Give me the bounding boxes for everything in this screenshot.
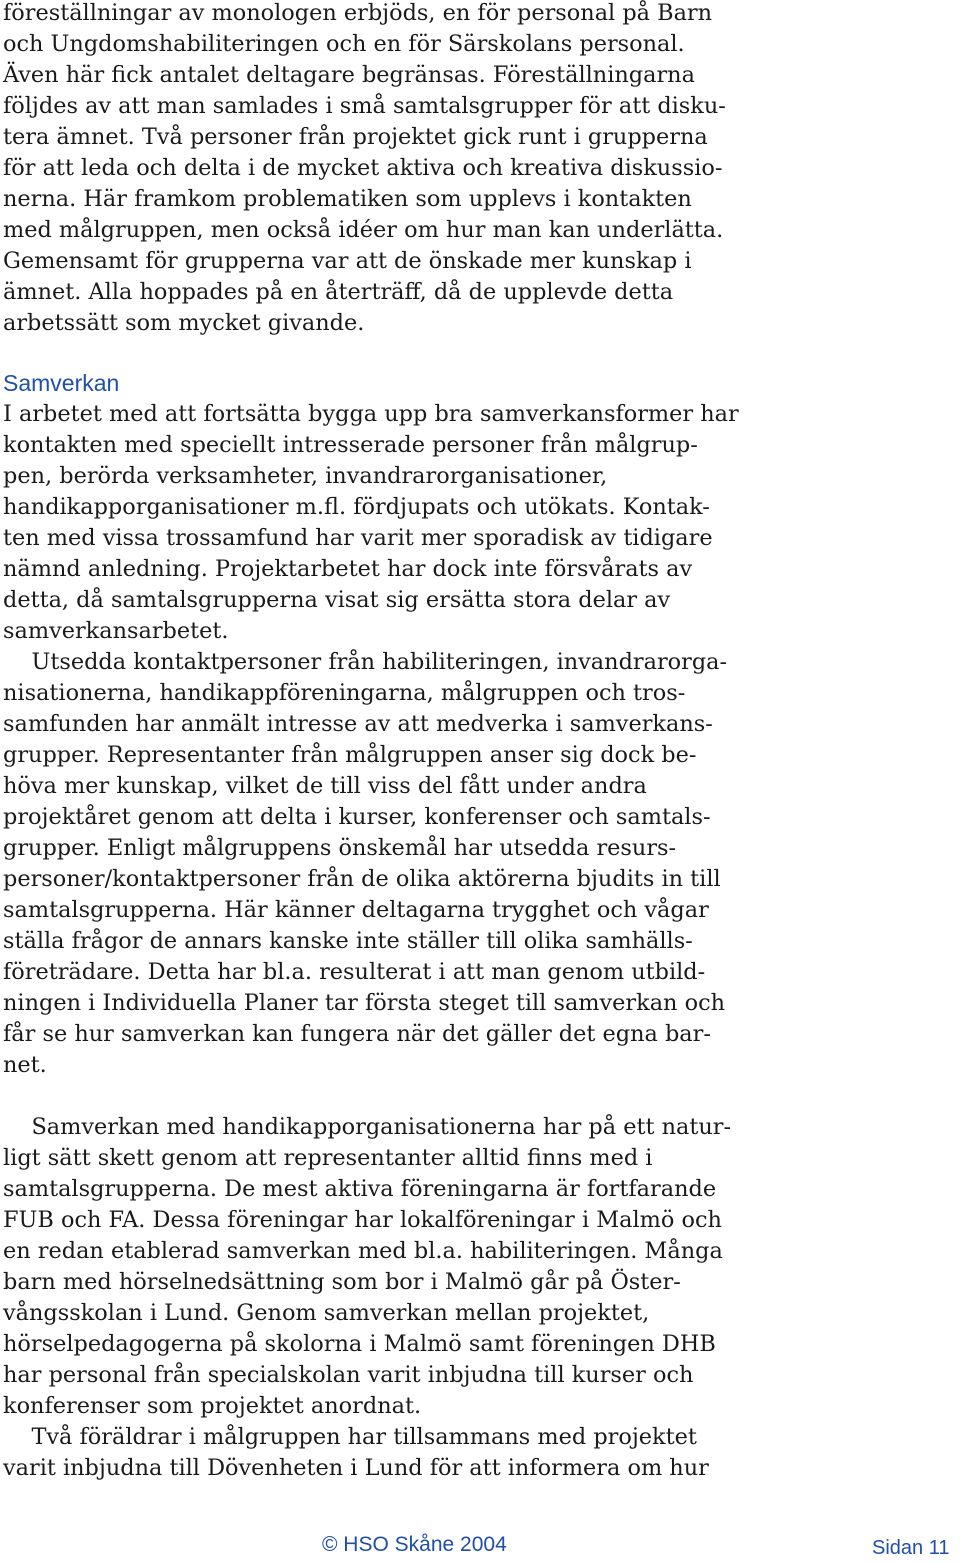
footer-copyright: © HSO Skåne 2004: [322, 1533, 507, 1556]
paragraph-line: hörselpedagogerna på skolorna i Malmö samt föreningen DHB: [3, 1331, 716, 1357]
paragraph-line: ningen i Individuella Planer tar första steget till samverkan och: [3, 990, 726, 1016]
page-number: Sidan 11: [872, 1537, 950, 1559]
paragraph-line: net.: [3, 1052, 47, 1078]
paragraph-line: en redan etablerad samverkan med bl.a. habiliteringen. Många: [3, 1238, 723, 1264]
paragraph-line: företrädare. Detta har bl.a. resulterat i att man genom utbild-: [3, 959, 706, 985]
paragraph-line: kontakten med speciellt intresserade personer från målgrup-: [3, 432, 698, 458]
paragraph-line: Två föräldrar i målgruppen har tillsammans med projektet: [3, 1424, 697, 1450]
paragraph-line: nämnd anledning. Projektarbetet har dock inte försvårats av: [3, 556, 693, 582]
paragraph-line: samtalsgrupperna. De mest aktiva föreningarna är fortfarande: [3, 1176, 717, 1202]
paragraph-line: ten med vissa trossamfund har varit mer sporadisk av tidigare: [3, 525, 713, 551]
paragraph-line: höva mer kunskap, vilket de till viss del fått under andra: [3, 773, 647, 799]
paragraph-line: föreställningar av monologen erbjöds, en för personal på Barn: [3, 0, 713, 26]
paragraph-line: nerna. Här framkom problematiken som upplevs i kontakten: [3, 186, 692, 212]
paragraph-line: Samverkan med handikapporganisationerna har på ett natur-: [3, 1114, 732, 1140]
paragraph-line: och Ungdomshabiliteringen och en för Särskolans personal.: [3, 31, 685, 57]
paragraph-line: I arbetet med att fortsätta bygga upp bra samverkansformer har: [3, 401, 739, 427]
paragraph-line: konferenser som projektet anordnat.: [3, 1393, 422, 1419]
paragraph-line: vångsskolan i Lund. Genom samverkan mellan projektet,: [3, 1300, 650, 1326]
paragraph-line: Utsedda kontaktpersoner från habiliteringen, invandrarorga-: [3, 649, 728, 675]
paragraph-line: ämnet. Alla hoppades på en återträff, då de upplevde detta: [3, 279, 674, 305]
paragraph-line: samfunden har anmält intresse av att medverka i samverkans-: [3, 711, 713, 737]
section-heading: Samverkan: [3, 370, 120, 396]
paragraph-line: samverkansarbetet.: [3, 618, 229, 644]
paragraph-line: handikapporganisationer m.fl. fördjupats och utökats. Kontak-: [3, 494, 710, 520]
paragraph-line: Gemensamt för grupperna var att de önskade mer kunskap i: [3, 248, 692, 274]
paragraph-line: Även här fick antalet deltagare begränsas. Föreställningarna: [3, 62, 695, 88]
paragraph-line: personer/kontaktpersoner från de olika aktörerna bjudits in till: [3, 866, 721, 892]
paragraph-line: projektåret genom att delta i kurser, konferenser och samtals-: [3, 804, 711, 830]
paragraph-line: arbetssätt som mycket givande.: [3, 310, 365, 336]
paragraph-line: detta, då samtalsgrupperna visat sig ersätta stora delar av: [3, 587, 671, 613]
paragraph-line: nisationerna, handikappföreningarna, målgruppen och tros-: [3, 680, 686, 706]
paragraph-line: för att leda och delta i de mycket aktiva och kreativa diskussio-: [3, 155, 723, 181]
paragraph-line: samtalsgrupperna. Här känner deltagarna trygghet och vågar: [3, 897, 709, 923]
paragraph-line: FUB och FA. Dessa föreningar har lokalföreningar i Malmö och: [3, 1207, 722, 1233]
paragraph-line: tera ämnet. Två personer från projektet gick runt i grupperna: [3, 124, 708, 150]
paragraph-line: följdes av att man samlades i små samtalsgrupper för att disku-: [3, 93, 726, 119]
paragraph-line: ställa frågor de annars kanske inte ställer till olika samhälls-: [3, 928, 693, 954]
paragraph-line: varit inbjudna till Dövenheten i Lund för att informera om hur: [3, 1455, 709, 1481]
paragraph-line: får se hur samverkan kan fungera när det gäller det egna bar-: [3, 1021, 711, 1047]
paragraph-line: ligt sätt skett genom att representanter alltid finns med i: [3, 1145, 653, 1171]
paragraph-line: pen, berörda verksamheter, invandrarorganisationer,: [3, 463, 608, 489]
paragraph-line: har personal från specialskolan varit inbjudna till kurser och: [3, 1362, 694, 1388]
paragraph-line: grupper. Enligt målgruppens önskemål har utsedda resurs-: [3, 835, 677, 861]
paragraph-line: grupper. Representanter från målgruppen anser sig dock be-: [3, 742, 697, 768]
paragraph-line: barn med hörselnedsättning som bor i Malmö går på Öster-: [3, 1269, 681, 1295]
paragraph-line: med målgruppen, men också idéer om hur man kan underlätta.: [3, 217, 724, 243]
